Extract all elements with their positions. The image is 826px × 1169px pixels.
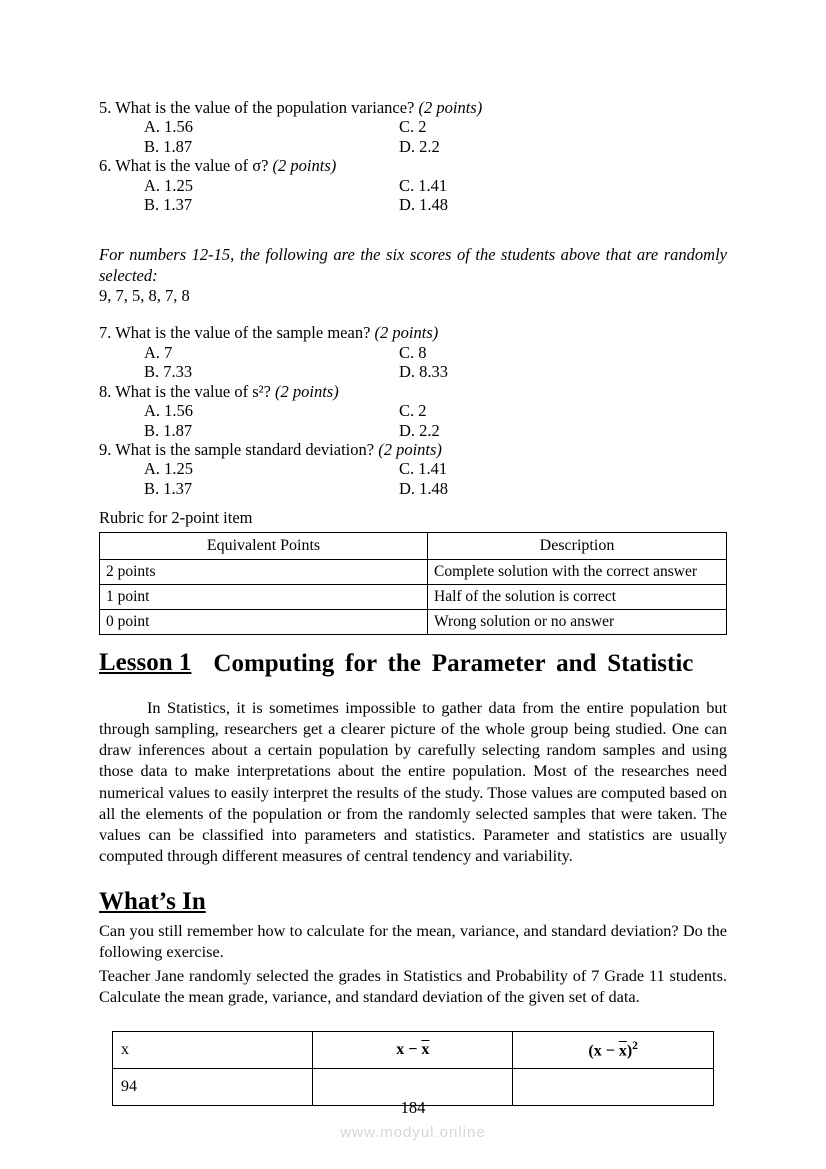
choice-b: B. 1.87: [144, 420, 193, 440]
question-8-points: (2 points): [275, 381, 339, 401]
choice-b: B. 1.37: [144, 195, 193, 215]
question-9: [99, 440, 727, 459]
choice-d: D. 1.48: [399, 195, 449, 215]
question-8-text: 8. What is the value of s²?: [99, 381, 271, 401]
question-7: [99, 323, 727, 342]
page-number: 184: [400, 1098, 426, 1117]
question-7-choices-row-1: [99, 343, 727, 362]
rubric-cell-points: 1 point: [100, 585, 428, 610]
cell-x-value[interactable]: 94: [113, 1068, 313, 1105]
question-7-text: 7. What is the value of the sample mean?: [99, 323, 371, 343]
choice-d: D. 8.33: [399, 362, 449, 382]
rubric-header-description: Description: [428, 533, 727, 560]
choice-a: A. 1.25: [144, 459, 194, 479]
rubric-cell-description: Half of the solution is correct: [428, 585, 727, 610]
question-5-choices-row-2: [99, 137, 727, 156]
table-row: [100, 610, 727, 635]
question-6-points: (2 points): [272, 156, 337, 176]
instruction-note: For numbers 12-15, the following are the six scores of the students above that are randomly selected:: [99, 244, 727, 285]
choice-d: D. 1.48: [399, 478, 449, 498]
question-6-choices-row-1: [99, 176, 727, 195]
choice-b: B. 7.33: [144, 362, 193, 382]
rubric-cell-points: 0 point: [100, 610, 428, 635]
question-6-choices-row-2: [99, 195, 727, 214]
rubric-cell-description: Complete solution with the correct answer: [428, 560, 727, 585]
question-7-points: (2 points): [374, 323, 439, 343]
choice-a: A. 1.56: [144, 117, 194, 137]
question-5-text: 5. What is the value of the population variance?: [99, 98, 415, 117]
column-header-x-minus-xbar: $x - \overline{x}$: [313, 1031, 513, 1068]
question-9-points: (2 points): [378, 439, 442, 459]
question-5-choices-row-1: [99, 117, 727, 136]
question-6-text: 6. What is the value of σ?: [99, 156, 269, 176]
question-9-choices-row-1: [99, 459, 727, 478]
rubric-table: [99, 532, 727, 635]
rubric-cell-description: Wrong solution or no answer: [428, 610, 727, 635]
question-8-choices-row-1: [99, 401, 727, 420]
table-header-row: [113, 1031, 714, 1068]
column-header-x-minus-xbar-squared: $(x - \overline{x})^2$: [513, 1031, 714, 1068]
choice-d: D. 2.2: [399, 420, 440, 440]
lesson-intro-paragraph: In Statistics, it is sometimes impossible to gather data from the entire population but through sampling, researchers get a clearer picture of the whole group being studied. One can draw inferences about a certain population by carefully selecting random samples and using those data to make interpretations about the entire population. Most of the researches need numerical values to easily interpret the results of the study. Those values are computed based on all the elements of the population or from the randomly selected samples that were taken. The values can be classified into parameters and statistics. Parameter and statistics are usually computed through different measures of central tendency and variability.: [99, 697, 727, 866]
exercise-table: [112, 1031, 714, 1106]
lesson-tag: Lesson 1: [99, 649, 192, 677]
choice-c: C. 2: [399, 401, 427, 421]
choice-b: B. 1.37: [144, 478, 193, 498]
question-5: [99, 98, 727, 117]
choice-c: C. 1.41: [399, 175, 448, 195]
choice-c: C. 2: [399, 117, 427, 137]
column-header-x: x: [113, 1031, 313, 1068]
question-9-text: 9. What is the sample standard deviation?: [99, 439, 375, 459]
choice-c: C. 1.41: [399, 459, 448, 479]
watermark: www.modyul.online: [340, 1124, 486, 1141]
question-8-choices-row-2: [99, 421, 727, 440]
question-8: [99, 382, 727, 401]
lesson-heading: [99, 649, 727, 679]
table-row: [100, 560, 727, 585]
question-5-points: (2 points): [418, 98, 483, 117]
whats-in-paragraph-2: Teacher Jane randomly selected the grades in Statistics and Probability of 7 Grade 11 students. Calculate the mean grade, variance, and standard deviation of the given set of data.: [99, 965, 727, 1006]
question-7-choices-row-2: [99, 362, 727, 381]
choice-b: B. 1.87: [144, 136, 193, 156]
table-header-row: [100, 533, 727, 560]
question-6: [99, 156, 727, 175]
rubric-label: Rubric for 2-point item: [99, 508, 253, 528]
choice-a: A. 7: [144, 342, 173, 362]
rubric-cell-points: 2 points: [100, 560, 428, 585]
choice-c: C. 8: [399, 342, 427, 362]
choice-d: D. 2.2: [399, 136, 440, 156]
table-row: [100, 585, 727, 610]
scores-list: 9, 7, 5, 8, 7, 8: [99, 286, 190, 306]
rubric-header-points: Equivalent Points: [100, 533, 428, 560]
whats-in-paragraph-1: Can you still remember how to calculate for the mean, variance, and standard deviation? Do the following exercise.: [99, 921, 727, 962]
choice-a: A. 1.25: [144, 175, 194, 195]
lesson-title: Computing for the Parameter and Statistic: [213, 650, 694, 678]
whats-in-heading: What’s In: [99, 888, 206, 916]
question-9-choices-row-2: [99, 479, 727, 498]
choice-a: A. 1.56: [144, 401, 194, 421]
page-content: [99, 98, 727, 1106]
